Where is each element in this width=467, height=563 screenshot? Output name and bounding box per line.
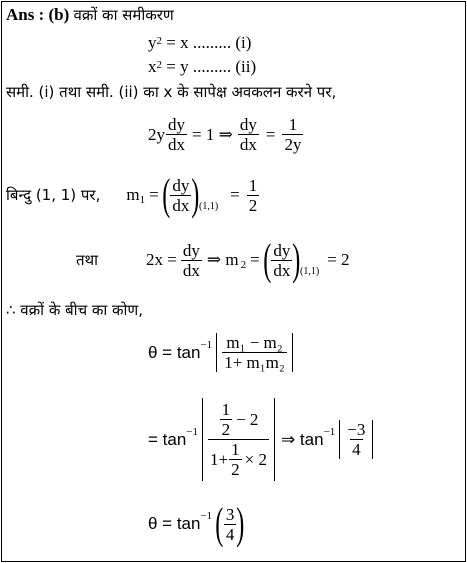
theta2-bot-frac bbox=[229, 440, 242, 479]
also-num2: dy bbox=[273, 240, 291, 260]
left-paren: ( bbox=[161, 170, 171, 219]
line3-text: समी. (i) तथा समी. (ii) का x के सापेक्ष अवकलन करने पर, bbox=[6, 83, 337, 101]
m1-symbol: m bbox=[126, 185, 140, 204]
also-den2: dx bbox=[273, 260, 291, 280]
theta2-arrow: ⇒ tan bbox=[280, 429, 324, 449]
theta2-top bbox=[217, 400, 261, 439]
deriv-eq: = bbox=[265, 124, 276, 144]
differentiation-text bbox=[6, 82, 336, 102]
theta2-bot-pre: 1+ bbox=[210, 450, 229, 469]
equation-2 bbox=[148, 57, 256, 77]
point-rnum: 1 bbox=[248, 175, 258, 195]
also-label: तथा bbox=[76, 251, 99, 269]
answer-label: Ans : (b) bbox=[6, 5, 70, 24]
deriv-pre: 2y bbox=[148, 124, 165, 144]
deriv-den: dx bbox=[168, 135, 185, 154]
m2-sub: 2 bbox=[240, 259, 247, 271]
m1-sub: 1 bbox=[139, 194, 146, 206]
point-result-frac bbox=[247, 176, 260, 215]
theta1-lhs: θ = tan bbox=[148, 342, 201, 362]
also-at: (1,1) bbox=[300, 266, 320, 277]
theta2-top-den: 2 bbox=[221, 420, 231, 439]
eq1-rhs: = x ......... (i) bbox=[166, 33, 252, 52]
theta3-left-paren: ( bbox=[215, 499, 224, 548]
eq1-exp: 2 bbox=[156, 35, 162, 47]
theta-equation-1 bbox=[148, 333, 293, 372]
angle-line bbox=[6, 300, 143, 320]
theta2-inv2: −1 bbox=[323, 425, 336, 438]
answer-header bbox=[6, 5, 174, 25]
also-result: = 2 bbox=[327, 250, 350, 269]
theta2-abs-2 bbox=[339, 420, 373, 459]
theta-equation-3 bbox=[148, 499, 245, 548]
deriv-num: dy bbox=[168, 115, 185, 134]
theta3-num: 3 bbox=[225, 504, 235, 524]
theta2-rnum: −3 bbox=[347, 420, 366, 439]
theta2-bot-den: 2 bbox=[231, 460, 240, 479]
derivative-equation bbox=[148, 115, 304, 154]
theta3-inv: −1 bbox=[200, 510, 213, 522]
theta1-num: m₁ − m₂ bbox=[226, 333, 283, 352]
point-label: बिन्दु (1, 1) पर, bbox=[6, 186, 101, 204]
theta2-top-frac bbox=[220, 400, 233, 439]
deriv-mid: = 1 ⇒ bbox=[192, 124, 233, 144]
point-num: dy bbox=[172, 175, 190, 195]
point-frac bbox=[170, 176, 191, 215]
left-paren-2: ( bbox=[262, 235, 272, 284]
theta2-result-frac bbox=[345, 420, 367, 459]
also-den: dx bbox=[182, 260, 200, 280]
angle-text: ∴ वक्रों के बीच का कोण, bbox=[6, 301, 144, 319]
theta2-top-rest: − 2 bbox=[236, 410, 259, 429]
eq1-lhs: y bbox=[148, 33, 157, 52]
point-eq2: = bbox=[230, 185, 240, 204]
header-title: वक्रों का समीकरण bbox=[73, 6, 174, 24]
deriv-num3: 1 bbox=[288, 115, 298, 134]
theta2-inv: −1 bbox=[186, 425, 199, 438]
deriv-frac-3 bbox=[282, 115, 303, 154]
deriv-den3: 2y bbox=[284, 135, 302, 154]
theta1-frac bbox=[222, 333, 287, 372]
theta2-lhs: = tan bbox=[148, 429, 187, 449]
theta1-abs bbox=[216, 333, 293, 372]
also-line bbox=[76, 235, 350, 284]
deriv-frac-2 bbox=[238, 115, 259, 154]
theta1-inv: −1 bbox=[200, 338, 213, 351]
point-eq: = bbox=[149, 185, 159, 204]
eq2-rhs: = y ......... (ii) bbox=[166, 57, 257, 76]
deriv-den2: dx bbox=[239, 135, 257, 154]
theta3-frac bbox=[224, 505, 237, 544]
theta2-bot-num: 1 bbox=[231, 440, 240, 459]
deriv-frac-1 bbox=[166, 115, 187, 154]
also-num: dy bbox=[182, 240, 200, 260]
also-eq: = bbox=[250, 250, 260, 269]
theta2-big-frac bbox=[208, 400, 269, 479]
point-line bbox=[6, 170, 260, 219]
right-paren-2: ) bbox=[292, 235, 301, 284]
theta2-bot-rest: × 2 bbox=[244, 450, 267, 469]
point-at: (1,1) bbox=[198, 201, 219, 212]
point-den: dx bbox=[172, 195, 190, 215]
eq2-lhs: x bbox=[148, 57, 157, 76]
also-frac bbox=[181, 241, 202, 280]
also-frac-2 bbox=[271, 241, 292, 280]
theta3-lhs: θ = tan bbox=[148, 514, 201, 533]
theta-equation-2 bbox=[148, 398, 373, 481]
theta2-rden: 4 bbox=[352, 440, 361, 459]
deriv-num2: dy bbox=[239, 115, 257, 134]
point-rden: 2 bbox=[248, 195, 258, 215]
theta2-abs bbox=[202, 398, 275, 481]
also-pre: 2x = bbox=[146, 250, 177, 269]
theta3-right-paren: ) bbox=[236, 499, 245, 548]
theta1-den: 1+ m₁m₂ bbox=[224, 353, 285, 372]
theta2-bottom bbox=[208, 439, 269, 479]
theta3-den: 4 bbox=[225, 524, 235, 544]
also-arrow: ⇒ m bbox=[206, 250, 239, 269]
right-paren: ) bbox=[191, 170, 200, 219]
theta2-top-num: 1 bbox=[221, 400, 231, 419]
equation-1 bbox=[148, 33, 251, 53]
eq2-exp: 2 bbox=[156, 59, 162, 71]
